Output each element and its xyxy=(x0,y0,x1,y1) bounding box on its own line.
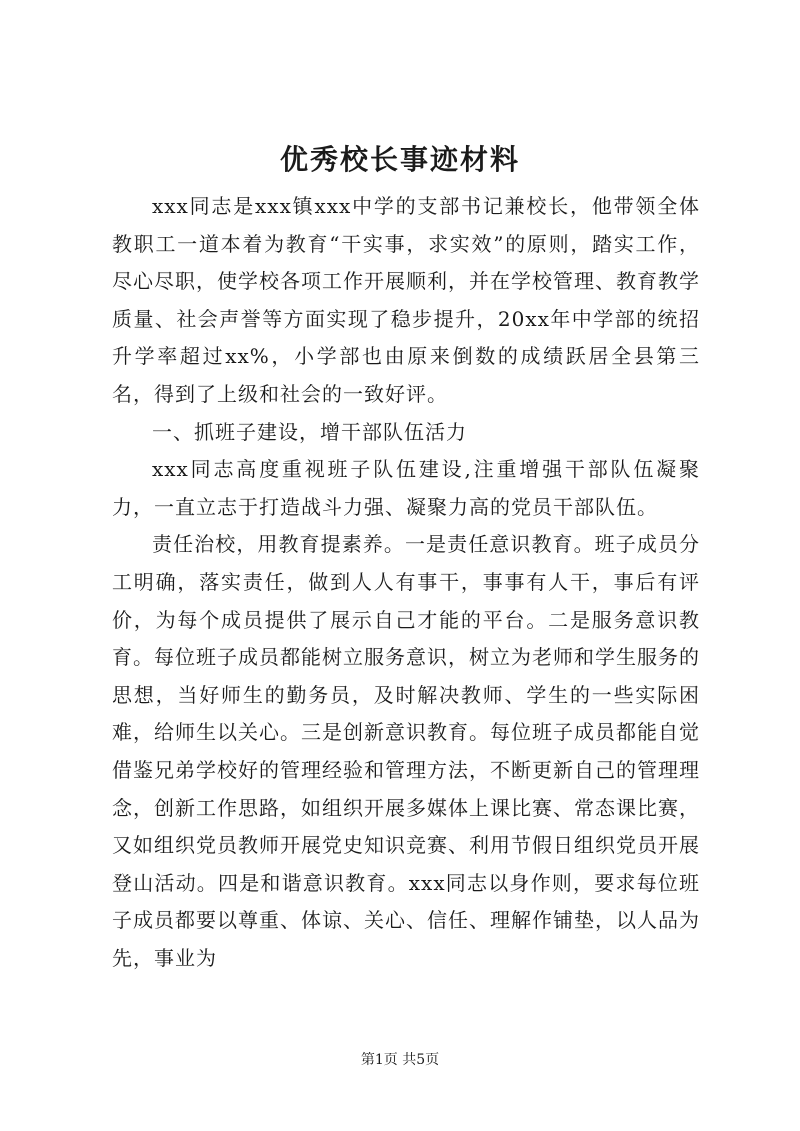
body-paragraph: xxx同志高度重视班子队伍建设,注重增强干部队伍凝聚力，一直立志于打造战斗力强、凝聚力高的党员干部队伍。 xyxy=(112,457,700,519)
section-heading: 一、抓班子建设，增干部队伍活力 xyxy=(152,419,467,444)
document-title: 优秀校长事迹材料 xyxy=(279,143,520,176)
page-footer: 第1页 共5页 xyxy=(360,1052,440,1068)
document-body xyxy=(112,188,700,977)
body-paragraph: 责任治校，用教育提素养。一是责任意识教育。班子成员分工明确，落实责任，做到人人有事干，事事有人干，事后有评价，为每个成员提供了展示自己才能的平台。二是服务意识教育。每位班子成员都能树立服务意识，树立为老师和学生服务的思想，当好师生的勤务员，及时解决教师、学生的一些实际困难，给师生以关心。三是创新意识教育。每位班子成员都能自觉借鉴兄弟学校好的管理经验和管理方法，不断更新自己的管理理念，创新工作思路，如组织开展多媒体上课比赛、常态课比赛，又如组织党员教师开展党史知识竞赛、利用节假日组织党员开展登山活动。四是和谐意识教育。xxx同志以身作则，要求每位班子成员都要以尊重、体谅、关心、信任、理解作铺垫，以人品为先，事业为 xyxy=(112,532,700,970)
intro-paragraph: xxx同志是xxx镇xxx中学的支部书记兼校长，他带领全体教职工一道本着为教育“干实事，求实效”的原则，踏实工作，尽心尽职，使学校各项工作开展顺利，并在学校管理、教育教学质量、社会声誉等方面实现了稳步提升，20xx年中学部的统招升学率超过xx%，小学部也由原来倒数的成绩跃居全县第三名，得到了上级和社会的一致好评。 xyxy=(112,194,700,406)
